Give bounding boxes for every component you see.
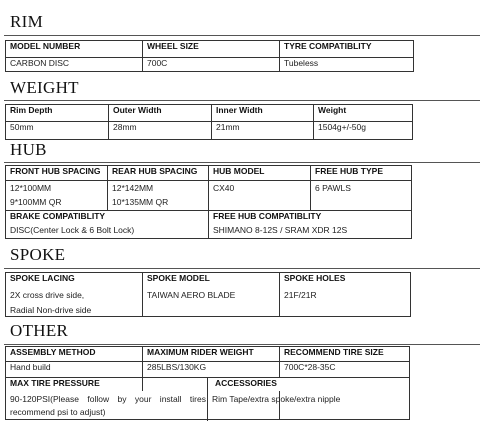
hub-header-rear-hub-spacing: REAR HUB SPACING xyxy=(108,166,209,181)
weight-value-outer-width: 28mm xyxy=(109,122,212,140)
spoke-table xyxy=(5,272,411,317)
spoke-holes-line: 21F/21R xyxy=(284,289,317,300)
other-value-recommend-tire-size: 700C*28-35C xyxy=(280,362,410,378)
other-divider xyxy=(4,344,480,345)
weight-header-weight: Weight xyxy=(314,105,413,122)
hub-front-spacing-line-2: 9*100MM QR xyxy=(10,197,62,207)
hub-header-brake-compatibility: BRAKE COMPATIBLITY xyxy=(6,211,209,225)
hub-free-hub-type-line: 6 PAWLS xyxy=(315,183,351,193)
hub-value-brake-compatibility: DISC(Center Lock & 6 Bolt Lock) xyxy=(6,225,209,239)
hub-model-line: CX40 xyxy=(213,183,235,193)
weight-divider xyxy=(4,100,480,101)
weight-table xyxy=(5,104,413,140)
hub-header-front-hub-spacing: FRONT HUB SPACING xyxy=(6,166,108,181)
hub-front-spacing-line-1: 12*100MM xyxy=(10,183,52,193)
hub-table xyxy=(5,165,412,239)
other-header-assembly-method: ASSEMBLY METHOD xyxy=(6,347,143,362)
weight-value-inner-width: 21mm xyxy=(212,122,314,140)
hub-value-front-hub-spacing xyxy=(6,181,108,211)
other-section-title: OTHER xyxy=(10,321,69,340)
rim-value-wheel-size: 700C xyxy=(143,58,280,72)
other-header-recommend-tire-size: RECOMMEND TIRE SIZE xyxy=(280,347,410,362)
weight-header-rim-depth: Rim Depth xyxy=(6,105,109,122)
spoke-divider xyxy=(4,268,480,269)
rim-header-model-number: MODEL NUMBER xyxy=(6,41,143,58)
rim-value-tyre-compatibility: Tubeless xyxy=(280,58,414,72)
spoke-value-lacing xyxy=(6,287,143,317)
other-value-assembly-method: Hand build xyxy=(6,362,143,378)
hub-header-free-hub-compatibility: FREE HUB COMPATIBLITY xyxy=(209,211,412,225)
hub-value-rear-hub-spacing xyxy=(108,181,209,211)
hub-value-free-hub-type xyxy=(311,181,412,211)
tire-pressure-text: 90-120PSI(Please follow by your install tires recommend psi to adjust) xyxy=(10,393,206,417)
spoke-value-model xyxy=(143,287,280,317)
other-header-max-tire-pressure: MAX TIRE PRESSURE xyxy=(6,378,143,391)
other-header-accessories: ACCESSORIES xyxy=(143,378,410,391)
weight-header-inner-width: Inner Width xyxy=(212,105,314,122)
hub-header-hub-model: HUB MODEL xyxy=(209,166,311,181)
spoke-header-model: SPOKE MODEL xyxy=(143,273,280,287)
other-value-max-tire-pressure xyxy=(6,391,341,420)
other-bottom-divider xyxy=(207,377,208,421)
weight-section-title: WEIGHT xyxy=(10,78,79,97)
rim-header-tyre-compatibility: TYRE COMPATIBLITY xyxy=(280,41,414,58)
weight-value-rim-depth: 50mm xyxy=(6,122,109,140)
rim-table xyxy=(5,40,414,72)
weight-value-weight: 1504g+/-50g xyxy=(314,122,413,140)
spoke-model-line: TAIWAN AERO BLADE xyxy=(147,289,236,300)
spoke-header-holes: SPOKE HOLES xyxy=(280,273,411,287)
spoke-section-title: SPOKE xyxy=(10,245,66,264)
hub-header-free-hub-type: FREE HUB TYPE xyxy=(311,166,412,181)
other-value-max-rider-weight: 285LBS/130KG xyxy=(143,362,280,378)
other-header-max-rider-weight: MAXIMUM RIDER WEIGHT xyxy=(143,347,280,362)
spoke-lacing-line-2: Radial Non-drive side xyxy=(10,304,92,315)
hub-rear-spacing-line-2: 10*135MM QR xyxy=(112,197,169,207)
hub-divider xyxy=(4,162,480,163)
hub-value-hub-model xyxy=(209,181,311,211)
hub-value-free-hub-compatibility: SHIMANO 8-12S / SRAM XDR 12S xyxy=(209,225,412,239)
weight-header-outer-width: Outer Width xyxy=(109,105,212,122)
rim-value-model-number: CARBON DISC xyxy=(6,58,143,72)
rim-header-wheel-size: WHEEL SIZE xyxy=(143,41,280,58)
spoke-header-lacing: SPOKE LACING xyxy=(6,273,143,287)
spoke-lacing-line-1: 2X cross drive side, xyxy=(10,289,85,300)
hub-section-title: HUB xyxy=(10,140,47,159)
spoke-value-holes xyxy=(280,287,411,317)
accessories-text: Rim Tape/extra spoke/extra nipple xyxy=(212,393,341,404)
hub-rear-spacing-line-1: 12*142MM xyxy=(112,183,154,193)
rim-section-title: RIM xyxy=(10,12,44,31)
rim-divider xyxy=(4,35,480,36)
